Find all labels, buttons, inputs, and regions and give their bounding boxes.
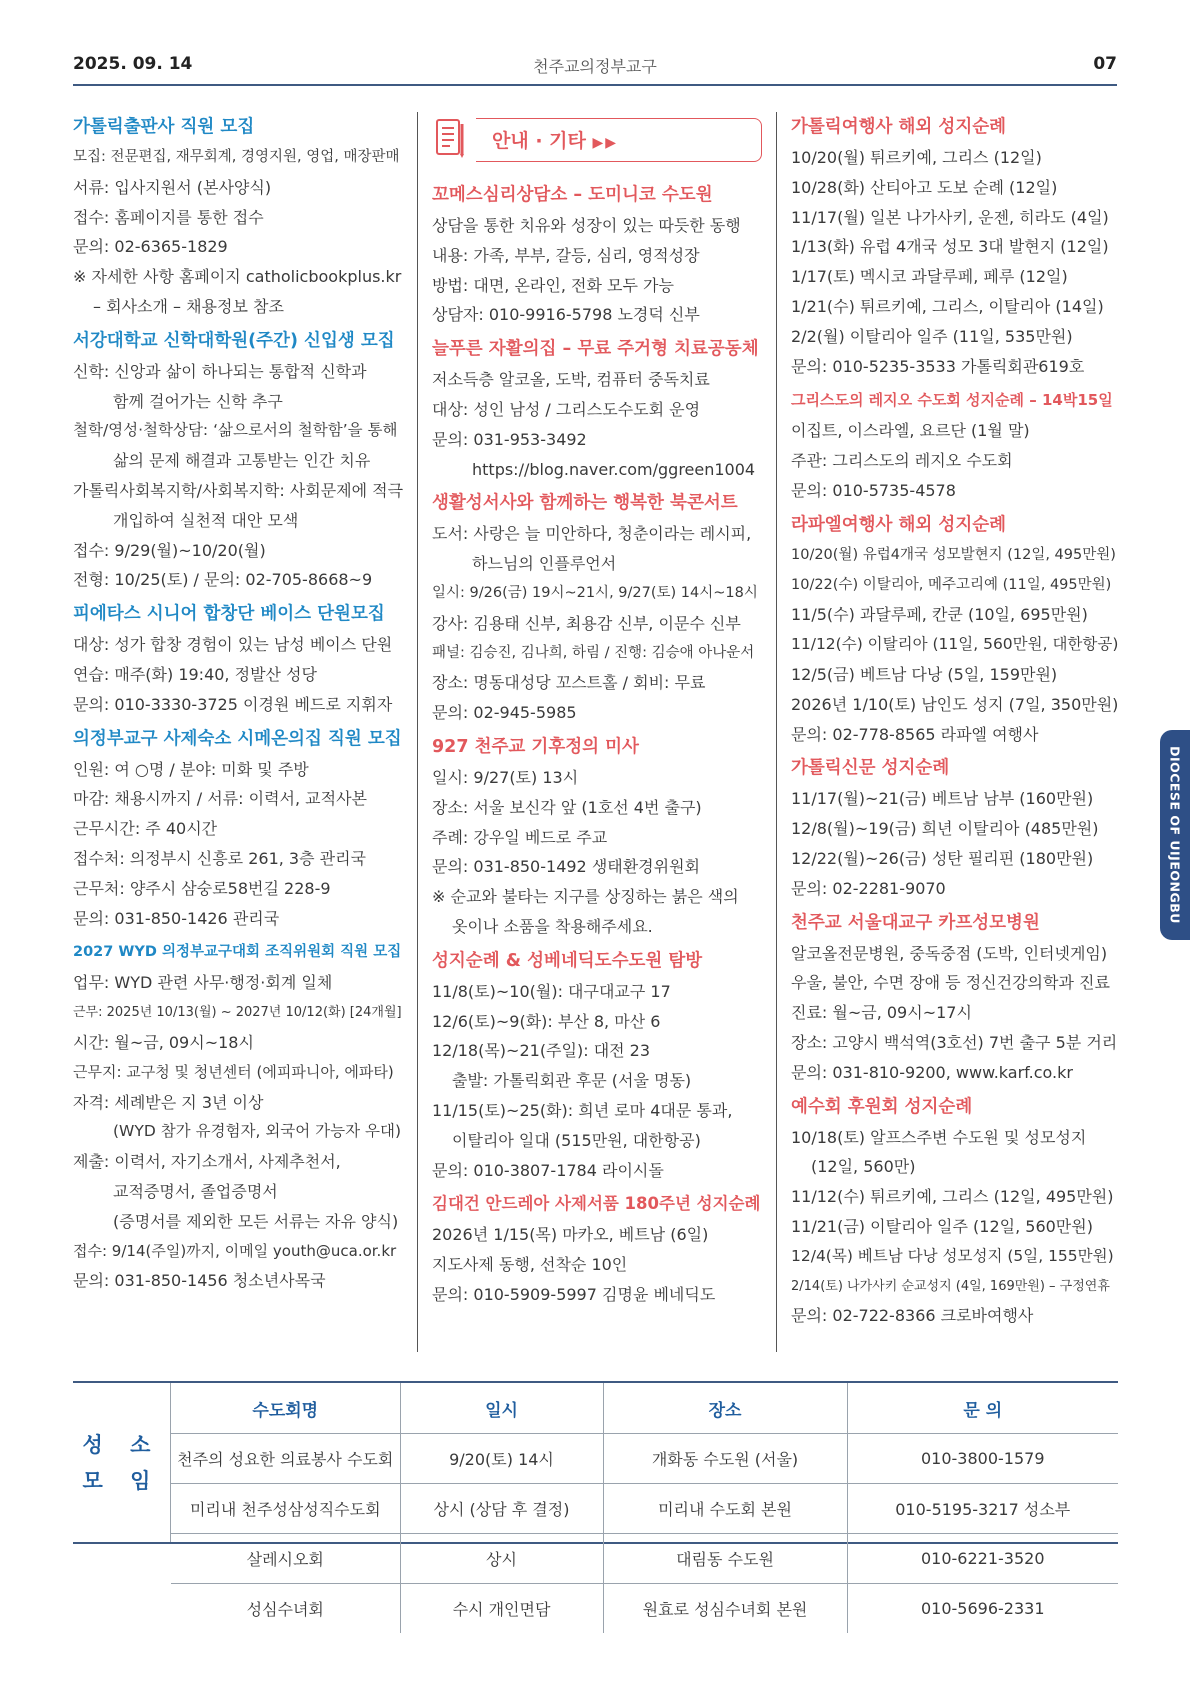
notice-section bbox=[432, 1191, 762, 1309]
section-line: 우울, 불안, 수면 장애 등 정신건강의학과 진료 bbox=[791, 973, 1110, 993]
section-line: (12일, 560만) bbox=[811, 1157, 916, 1177]
section-title: 927 천주교 기후정의 미사 bbox=[432, 736, 639, 757]
section-line: 12/8(월)~19(금) 희년 이탈리아 (485만원) bbox=[791, 819, 1099, 839]
section-line: 문의: 031-810-9200, www.karf.co.kr bbox=[791, 1062, 1073, 1082]
section-line: 12/5(금) 베트남 다낭 (5일, 159만원) bbox=[791, 664, 1058, 684]
section-line: 문의: 02-945-5985 bbox=[432, 703, 577, 723]
table-cell: 천주의 성요한 의료봉사 수도회 bbox=[171, 1434, 400, 1484]
section-line: 2/14(토) 나가사키 순교성지 (4일, 169만원) – 구정연휴 bbox=[791, 1278, 1110, 1294]
vocation-gatherings-table bbox=[73, 1381, 1118, 1619]
section-line: 10/22(수) 이탈리아, 메주고리예 (11일, 495만원) bbox=[791, 576, 1112, 593]
notice-section bbox=[432, 734, 762, 942]
section-line: 문의: 031-953-3492 bbox=[432, 429, 587, 449]
section-line: ※ 순교와 불타는 지구를 상징하는 붉은 색의 bbox=[432, 887, 739, 907]
section-line: 대상: 성가 합창 경험이 있는 남성 베이스 단원 bbox=[73, 635, 393, 655]
section-title: 2027 WYD 의정부교구대회 조직위원회 직원 모집 bbox=[73, 944, 402, 961]
section-title: 가톨릭신문 성지순례 bbox=[791, 758, 950, 779]
side-label-line: 성 소 bbox=[82, 1432, 161, 1457]
section-line: 2/2(월) 이탈리아 일주 (11일, 535만원) bbox=[791, 326, 1073, 346]
section-line: 저소득층 알코올, 도박, 컴퓨터 중독치료 bbox=[432, 370, 710, 390]
table-row bbox=[171, 1484, 1118, 1534]
section-line: 10/18(토) 알프스주변 수도원 및 성모성지 bbox=[791, 1127, 1087, 1147]
section-line: 패널: 김승진, 김나희, 하림 / 진행: 김승애 아나운서 bbox=[432, 644, 755, 661]
table-cell: 010-6221-3520 bbox=[847, 1534, 1118, 1584]
column-header: 장소 bbox=[603, 1383, 847, 1434]
table-cell: 9/20(토) 14시 bbox=[400, 1434, 603, 1484]
table-cell: 미리내 천주성삼성직수도회 bbox=[171, 1484, 400, 1534]
notice-section bbox=[73, 328, 403, 595]
table-cell: 개화동 수도원 (서울) bbox=[603, 1434, 847, 1484]
section-line: 모집: 전문편집, 재무회계, 경영지원, 영업, 매장판매 bbox=[73, 149, 400, 165]
section-line: 이탈리아 일대 (515만원, 대한항공) bbox=[452, 1130, 701, 1150]
section-line: https://blog.naver.com/ggreen1004 bbox=[472, 459, 756, 479]
diocese-side-tab bbox=[1160, 730, 1190, 940]
paper-name: 천주교의정부교구 bbox=[533, 57, 657, 76]
arrow-icon: ▶▶ bbox=[592, 135, 619, 151]
section-line: 11/17(월)~21(금) 베트남 남부 (160만원) bbox=[791, 789, 1094, 809]
section-line: 11/12(수) 이탈리아 (11일, 560만원, 대한항공) bbox=[791, 635, 1119, 654]
section-line: 함께 걸어가는 신학 추구 bbox=[113, 391, 283, 411]
section-line: 문의: 02-6365-1829 bbox=[73, 237, 228, 257]
section-line: 알코올전문병원, 중독중점 (도박, 인터넷게임) bbox=[791, 943, 1108, 963]
table-cell: 성심수녀회 bbox=[171, 1584, 400, 1634]
notice-section bbox=[432, 336, 762, 484]
page-header bbox=[73, 52, 1117, 86]
section-line: 장소: 서울 보신각 앞 (1호선 4번 출구) bbox=[432, 797, 702, 817]
section-line: 시간: 월~금, 09시~18시 bbox=[73, 1032, 254, 1052]
notice-section bbox=[791, 910, 1121, 1088]
section-line: 상담을 통한 치유와 성장이 있는 따듯한 동행 bbox=[432, 216, 741, 235]
section-title: 가톨릭출판사 직원 모집 bbox=[73, 117, 255, 137]
section-line: 전형: 10/25(토) / 문의: 02-705-8668~9 bbox=[73, 570, 373, 590]
column-left bbox=[73, 112, 403, 1302]
section-line: 문의: 010-5735-4578 bbox=[791, 480, 956, 500]
section-line: 장소: 고양시 백석역(3호선) 7번 출구 5분 거리 bbox=[791, 1032, 1118, 1052]
section-line: 근무: 2025년 10/13(월) ~ 2027년 10/12(화) [24개월] bbox=[73, 1005, 402, 1021]
notice-section bbox=[73, 114, 403, 322]
section-line: – 회사소개 – 채용정보 참조 bbox=[93, 296, 284, 316]
section-line: 11/17(월) 일본 나가사키, 운젠, 히라도 (4일) bbox=[791, 207, 1109, 227]
section-title: 생활성서사와 함께하는 행복한 북콘서트 bbox=[432, 493, 738, 514]
section-line: 근무처: 양주시 삼숭로58번길 228-9 bbox=[73, 878, 331, 898]
section-title: 피에타스 시니어 합창단 베이스 단원모집 bbox=[73, 604, 385, 625]
section-line: 일시: 9/26(금) 19시~21시, 9/27(토) 14시~18시 bbox=[432, 584, 758, 601]
schedule-table bbox=[171, 1383, 1118, 1633]
notice-section bbox=[432, 490, 762, 728]
column-divider bbox=[776, 112, 777, 1352]
section-line: 마감: 채용시까지 / 서류: 이력서, 교적사본 bbox=[73, 789, 367, 809]
table-row bbox=[171, 1584, 1118, 1634]
column-header: 문 의 bbox=[847, 1383, 1118, 1434]
section-title: 성지순례 & 성베네딕도수도원 탐방 bbox=[432, 950, 703, 971]
section-line: 대상: 성인 남성 / 그리스도수도회 운영 bbox=[432, 399, 701, 419]
document-icon bbox=[434, 116, 468, 160]
banner-label: 안내 · 기타 bbox=[492, 130, 586, 152]
notice-section bbox=[791, 1094, 1121, 1332]
table-row bbox=[171, 1534, 1118, 1584]
section-line: 주례: 강우일 베드로 주교 bbox=[432, 827, 608, 847]
table-cell: 대림동 수도원 bbox=[603, 1534, 847, 1584]
section-line: 도서: 사랑은 늘 미안하다, 청춘이라는 레시피, bbox=[432, 524, 752, 544]
section-title: 그리스도의 레지오 수도회 성지순례 – 14박15일 bbox=[791, 391, 1113, 410]
section-line: 문의: 010-3330-3725 이경원 베드로 지휘자 bbox=[73, 694, 393, 714]
section-title: 김대건 안드레아 사제서품 180주년 성지순례 bbox=[432, 1194, 761, 1214]
section-title: 천주교 서울대교구 카프성모병원 bbox=[791, 912, 1040, 933]
section-line: 1/21(수) 튀르키예, 그리스, 이탈리아 (14일) bbox=[791, 296, 1104, 316]
section-line: 12/6(토)~9(화): 부산 8, 마산 6 bbox=[432, 1011, 661, 1031]
section-title: 서강대학교 신학대학원(주간) 신입생 모집 bbox=[73, 330, 395, 351]
side-label-line: 모 임 bbox=[82, 1468, 161, 1493]
table-cell: 원효로 성심수녀회 본원 bbox=[603, 1584, 847, 1634]
section-line: 11/15(토)~25(화): 희년 로마 4대문 통과, bbox=[432, 1100, 733, 1120]
section-line: 장소: 명동대성당 꼬스트홀 / 회비: 무료 bbox=[432, 673, 706, 693]
section-line: 제출: 이력서, 자기소개서, 사제추천서, bbox=[73, 1152, 341, 1172]
section-line: 진료: 월~금, 09시~17시 bbox=[791, 1003, 972, 1023]
section-line: 11/21(금) 이탈리아 일주 (12일, 560만원) bbox=[791, 1216, 1093, 1236]
table-cell: 수시 개인면담 bbox=[400, 1584, 603, 1634]
table-cell: 010-5696-2331 bbox=[920, 1599, 1045, 1618]
section-line: 문의: 031-850-1492 생태환경위원회 bbox=[432, 857, 701, 877]
section-line: 이집트, 이스라엘, 요르단 (1월 말) bbox=[791, 421, 1030, 441]
section-line: 접수: 9/29(월)~10/20(월) bbox=[73, 540, 266, 560]
section-line: 11/5(수) 과달루페, 칸쿤 (10일, 695만원) bbox=[791, 605, 1088, 625]
column-header: 수도회명 bbox=[171, 1383, 400, 1434]
section-line: 접수: 9/14(주일)까지, 이메일 youth@uca.or.kr bbox=[73, 1241, 397, 1260]
section-line: 문의: 010-3807-1784 라이시돌 bbox=[432, 1160, 664, 1180]
table-cell: 상시 (상담 후 결정) bbox=[400, 1484, 603, 1534]
section-line: 근무시간: 주 40시간 bbox=[73, 819, 218, 839]
section-line: 10/20(월) 유럽4개국 성모발현지 (12일, 495만원) bbox=[791, 546, 1116, 563]
section-line: 지도사제 동행, 선착순 10인 bbox=[432, 1255, 628, 1275]
column-right bbox=[791, 112, 1121, 1337]
notice-section bbox=[791, 387, 1121, 505]
section-line: 12/22(월)~26(금) 성탄 필리핀 (180만원) bbox=[791, 848, 1094, 868]
notice-section bbox=[73, 939, 403, 1296]
section-line: 1/17(토) 멕시코 과달루페, 페루 (12일) bbox=[791, 267, 1068, 287]
section-title: 의정부교구 사제숙소 시메온의집 직원 모집 bbox=[73, 728, 402, 749]
section-line: 방법: 대면, 온라인, 전화 모두 가능 bbox=[432, 275, 674, 295]
column-header: 일시 bbox=[400, 1383, 603, 1434]
section-line: 자격: 세례받은 지 3년 이상 bbox=[73, 1092, 264, 1112]
section-line: (증명서를 제외한 모든 서류는 자유 양식) bbox=[113, 1211, 399, 1231]
column-middle bbox=[432, 112, 762, 1316]
section-line: 문의: 031-850-1456 청소년사목국 bbox=[73, 1271, 326, 1291]
notice-section bbox=[432, 948, 762, 1186]
page-number: 07 bbox=[1093, 54, 1117, 74]
section-line: 10/28(화) 산티아고 도보 순례 (12일) bbox=[791, 177, 1058, 197]
section-line: 1/13(화) 유럽 4개국 성모 3대 발현지 (12일) bbox=[791, 237, 1109, 257]
column-divider bbox=[417, 112, 418, 1352]
section-line: 문의: 031-850-1426 관리국 bbox=[73, 908, 280, 928]
section-line: 접수처: 의정부시 신흥로 261, 3층 관리국 bbox=[73, 848, 367, 868]
notice-section bbox=[791, 755, 1121, 903]
section-line: 내용: 가족, 부부, 갈등, 심리, 영적성장 bbox=[432, 245, 700, 265]
section-line: 11/8(토)~10(월): 대구대교구 17 bbox=[432, 981, 671, 1001]
section-line: 상담자: 010-9916-5798 노경덕 신부 bbox=[432, 305, 700, 325]
section-line: 2026년 1/15(목) 마카오, 베트남 (6일) bbox=[432, 1225, 709, 1245]
table-cell: 상시 bbox=[400, 1534, 603, 1584]
notice-section bbox=[791, 114, 1121, 381]
section-title: 가톨릭여행사 해외 성지순례 bbox=[791, 117, 1007, 137]
section-line: 인원: 여 ○명 / 분야: 미화 및 주방 bbox=[73, 759, 309, 779]
section-line: 교적증명서, 졸업증명서 bbox=[113, 1181, 278, 1201]
section-title: 라파엘여행사 해외 성지순례 bbox=[791, 514, 1007, 535]
section-title: 꼬메스심리상담소 – 도미니코 수도원 bbox=[432, 185, 713, 205]
table-side-label bbox=[73, 1383, 171, 1542]
section-banner bbox=[432, 112, 762, 166]
section-line: 2026년 1/10(토) 남인도 성지 (7일, 350만원) bbox=[791, 694, 1119, 714]
section-line: 문의: 02-722-8366 크로바여행사 bbox=[791, 1306, 1034, 1326]
table-row bbox=[171, 1434, 1118, 1484]
section-line: 주관: 그리스도의 레지오 수도회 bbox=[791, 451, 1013, 471]
section-line: 문의: 02-778-8565 라파엘 여행사 bbox=[791, 724, 1039, 744]
notice-section bbox=[432, 182, 762, 330]
section-line: 출발: 가톨릭회관 후문 (서울 명동) bbox=[452, 1071, 692, 1091]
section-line: 10/20(월) 튀르키예, 그리스 (12일) bbox=[791, 148, 1042, 167]
table-cell: 010-5195-3217 성소부 bbox=[847, 1484, 1118, 1534]
section-title: 늘푸른 자활의집 – 무료 주거형 치료공동체 bbox=[432, 339, 759, 360]
section-line: 강사: 김용태 신부, 최용감 신부, 이문수 신부 bbox=[432, 613, 741, 633]
notice-section bbox=[73, 726, 403, 934]
section-line: 근무지: 교구청 및 청년센터 (에피파니아, 에파타) bbox=[73, 1062, 394, 1081]
section-title: 예수회 후원회 성지순례 bbox=[791, 1096, 973, 1117]
banner-title bbox=[492, 126, 618, 153]
table-cell: 살레시오회 bbox=[171, 1534, 400, 1584]
section-line: 문의: 010-5235-3533 가톨릭회관619호 bbox=[791, 356, 1085, 376]
section-line: 접수: 홈페이지를 통한 접수 bbox=[73, 207, 264, 227]
section-line: (WYD 참가 유경험자, 외국어 가능자 우대) bbox=[113, 1122, 402, 1141]
section-line: ※ 자세한 사항 홈페이지 catholicbookplus.kr bbox=[73, 267, 402, 287]
section-line: 옷이나 소품을 착용해주세요. bbox=[452, 916, 653, 936]
section-line: 일시: 9/27(토) 13시 bbox=[432, 767, 579, 787]
section-line: 11/12(수) 튀르키예, 그리스 (12일, 495만원) bbox=[791, 1187, 1114, 1207]
section-line: 연습: 매주(화) 19:40, 정발산 성당 bbox=[73, 664, 317, 684]
table-header-row bbox=[171, 1383, 1118, 1434]
table-cell: 010-3800-1579 bbox=[847, 1434, 1118, 1484]
section-line: 신학: 신앙과 삶이 하나되는 통합적 신학과 bbox=[73, 361, 367, 381]
section-line: 12/4(목) 베트남 다낭 성모성지 (5일, 155만원) bbox=[791, 1246, 1114, 1265]
issue-date: 2025. 09. 14 bbox=[73, 54, 193, 74]
section-line: 업무: WYD 관련 사무·행정·회계 일체 bbox=[73, 973, 333, 993]
notice-section bbox=[73, 601, 403, 719]
section-line: 문의: 02-2281-9070 bbox=[791, 878, 946, 898]
section-line: 하느님의 인플루언서 bbox=[472, 554, 617, 574]
section-line: 가톨릭사회복지학/사회복지학: 사회문제에 적극 bbox=[73, 480, 404, 500]
section-line: 12/18(목)~21(주일): 대전 23 bbox=[432, 1041, 651, 1061]
notice-section bbox=[791, 512, 1121, 750]
table-cell: 미리내 수도회 본원 bbox=[603, 1484, 847, 1534]
section-line: 개입하여 실천적 대안 모색 bbox=[113, 510, 299, 530]
section-line: 문의: 010-5909-5997 김명윤 베네딕도 bbox=[432, 1284, 716, 1304]
section-line: 철학/영성·철학상담: ‘삶으로서의 철학함’을 통해 bbox=[73, 421, 398, 440]
section-line: 서류: 입사지원서 (본사양식) bbox=[73, 177, 272, 197]
section-line: 삶의 문제 해결과 고통받는 인간 치유 bbox=[113, 451, 371, 471]
side-tab-label: DIOCESE OF UIJEONGBU bbox=[1167, 746, 1183, 924]
